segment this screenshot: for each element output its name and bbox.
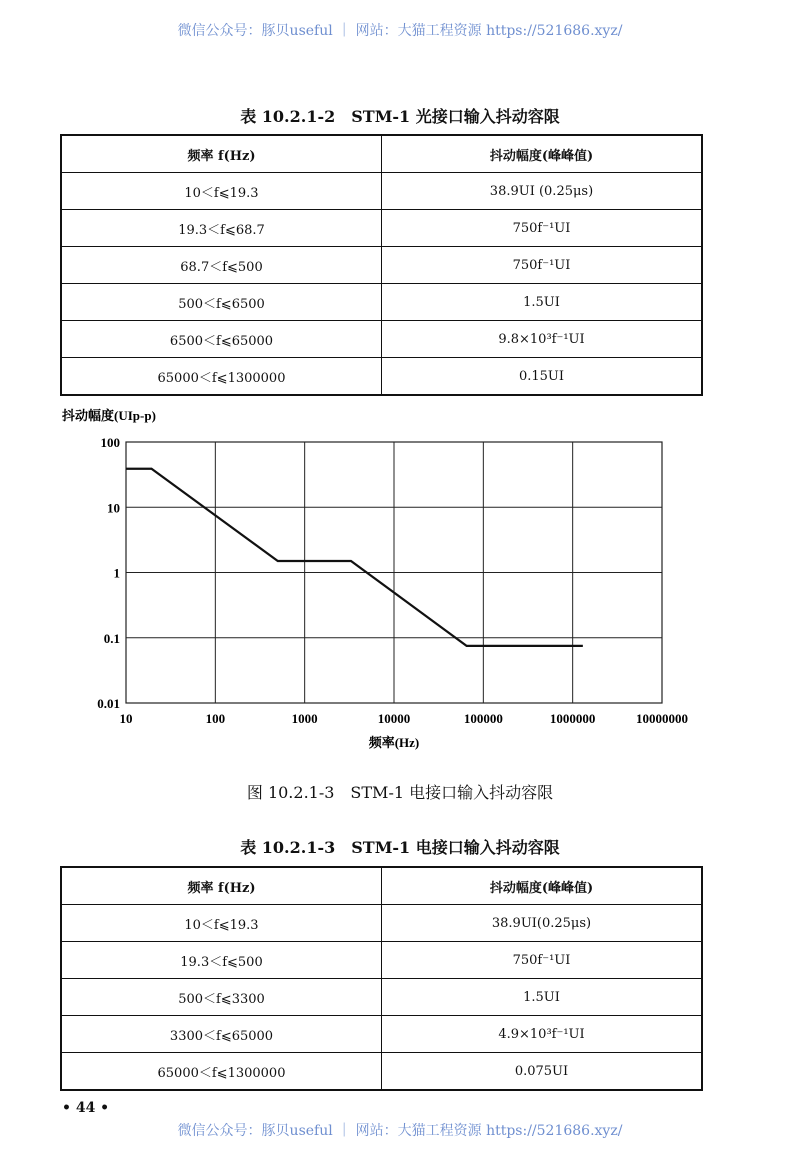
y-tick-label: 1 bbox=[113, 565, 120, 581]
jitter-amplitude-cell: 750f⁻¹UI bbox=[382, 210, 703, 247]
frequency-cell: 19.3＜f⩽500 bbox=[61, 942, 382, 979]
frequency-cell: 10＜f⩽19.3 bbox=[61, 173, 382, 210]
y-axis-label: 抖动幅度(UIp-p) bbox=[62, 408, 156, 423]
table-row bbox=[61, 1053, 702, 1091]
x-tick-label: 10000 bbox=[377, 711, 411, 726]
jitter-amplitude-cell: 750f⁻¹UI bbox=[382, 247, 703, 284]
x-tick-label: 1000 bbox=[291, 711, 318, 726]
watermark-bottom: 微信公众号：豚贝useful ｜ 网站：大猫工程资源 https://521686.xyz/ bbox=[177, 1123, 623, 1139]
y-tick-label: 0.1 bbox=[103, 630, 120, 646]
jitter-amplitude-cell: 0.15UI bbox=[382, 358, 703, 396]
jitter-chart bbox=[0, 400, 800, 760]
x-tick-label: 1000000 bbox=[549, 711, 596, 726]
figure-caption: 图 10.2.1-3 STM-1 电接口输入抖动容限 bbox=[246, 783, 554, 802]
header-cell: 频率 f(Hz) bbox=[61, 135, 382, 173]
header-cell: 抖动幅度(峰峰值) bbox=[382, 867, 703, 905]
page-number: • 44 • bbox=[62, 1100, 110, 1116]
jitter-amplitude-cell: 0.075UI bbox=[382, 1053, 703, 1091]
jitter-amplitude-cell: 38.9UI(0.25μs) bbox=[382, 905, 703, 942]
header-cell: 抖动幅度(峰峰值) bbox=[382, 135, 703, 173]
frequency-cell: 65000＜f⩽1300000 bbox=[61, 358, 382, 396]
x-axis-label: 频率(Hz) bbox=[368, 735, 420, 750]
table1 bbox=[60, 134, 703, 396]
frequency-cell: 500＜f⩽3300 bbox=[61, 979, 382, 1016]
table-row bbox=[61, 321, 702, 358]
frequency-cell: 3300＜f⩽65000 bbox=[61, 1016, 382, 1053]
series-line bbox=[126, 469, 583, 646]
frequency-cell: 10＜f⩽19.3 bbox=[61, 905, 382, 942]
jitter-amplitude-cell: 4.9×10³f⁻¹UI bbox=[382, 1016, 703, 1053]
watermark-top: 微信公众号：豚贝useful ｜ 网站：大猫工程资源 https://521686.xyz/ bbox=[177, 23, 623, 39]
table-row bbox=[61, 358, 702, 396]
frequency-cell: 68.7＜f⩽500 bbox=[61, 247, 382, 284]
table-row bbox=[61, 210, 702, 247]
jitter-amplitude-cell: 9.8×10³f⁻¹UI bbox=[382, 321, 703, 358]
table-row bbox=[61, 173, 702, 210]
table-row bbox=[61, 942, 702, 979]
table-header-row bbox=[61, 135, 702, 173]
table2-caption: 表 10.2.1-3 STM-1 电接口输入抖动容限 bbox=[240, 838, 560, 857]
x-tick-label: 10000000 bbox=[636, 711, 688, 726]
table1-caption: 表 10.2.1-2 STM-1 光接口输入抖动容限 bbox=[240, 107, 560, 126]
y-tick-label: 10 bbox=[107, 500, 120, 516]
table-header-row bbox=[61, 867, 702, 905]
table-row bbox=[61, 979, 702, 1016]
table-row bbox=[61, 905, 702, 942]
table-row bbox=[61, 247, 702, 284]
frequency-cell: 500＜f⩽6500 bbox=[61, 284, 382, 321]
jitter-amplitude-cell: 38.9UI (0.25μs) bbox=[382, 173, 703, 210]
jitter-amplitude-cell: 1.5UI bbox=[382, 979, 703, 1016]
jitter-amplitude-cell: 750f⁻¹UI bbox=[382, 942, 703, 979]
jitter-amplitude-cell: 1.5UI bbox=[382, 284, 703, 321]
x-tick-label: 100 bbox=[205, 711, 226, 726]
y-tick-label: 0.01 bbox=[97, 696, 120, 711]
frequency-cell: 65000＜f⩽1300000 bbox=[61, 1053, 382, 1091]
table2 bbox=[60, 866, 703, 1091]
y-tick-label: 100 bbox=[100, 435, 120, 450]
x-tick-label: 100000 bbox=[463, 711, 503, 726]
header-cell: 频率 f(Hz) bbox=[61, 867, 382, 905]
frequency-cell: 19.3＜f⩽68.7 bbox=[61, 210, 382, 247]
frequency-cell: 6500＜f⩽65000 bbox=[61, 321, 382, 358]
x-tick-label: 10 bbox=[119, 711, 133, 726]
table-row bbox=[61, 284, 702, 321]
table-row bbox=[61, 1016, 702, 1053]
